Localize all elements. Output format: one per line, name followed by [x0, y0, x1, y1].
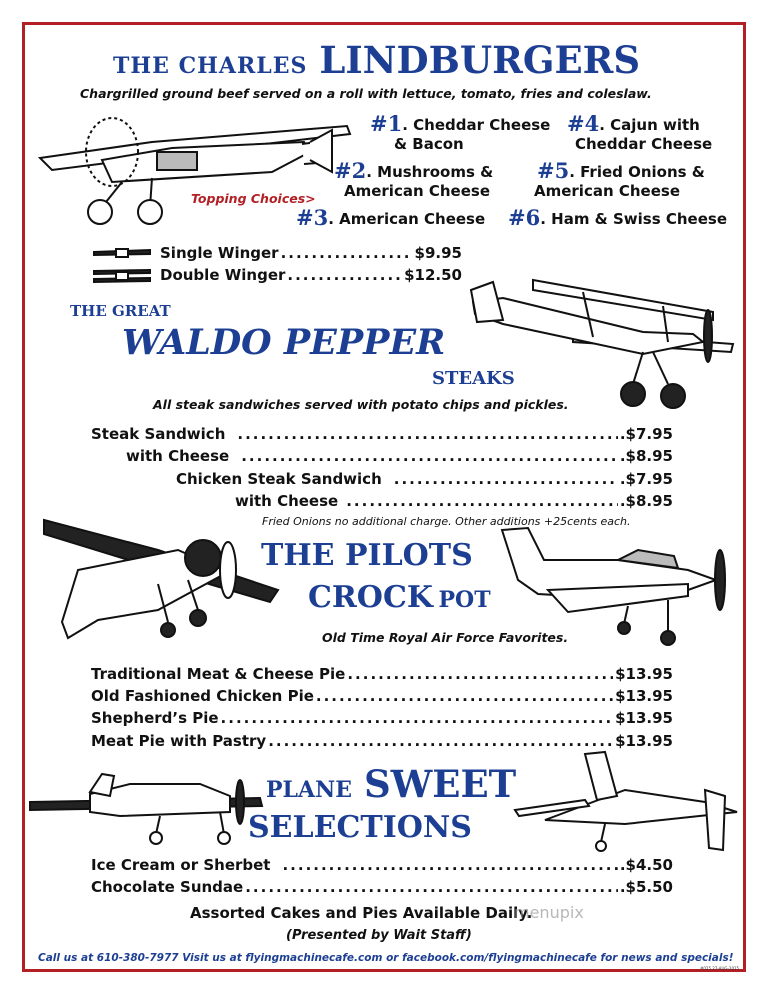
topping-4: #4. Cajun with Cheddar Cheese: [567, 111, 713, 153]
menu-item-steak-sandwich: Steak Sandwich ..... .$7.95: [91, 425, 673, 443]
lindburgers-title: [113, 38, 640, 82]
longez-illustration: [505, 750, 745, 860]
pilots-subtitle: Old Time Royal Air Force Favorites.: [322, 630, 569, 645]
waldo-title-main: WALDO PEPPER: [122, 322, 446, 363]
menu-item-shepherds-pie: Shepherd’s Pie ..... $13.95: [91, 709, 673, 727]
longez-icon: [515, 752, 737, 851]
menupix-watermark: menupix: [514, 903, 584, 922]
sweet-title-main: SWEET: [363, 762, 517, 806]
menu-item-chicken-steak-sandwich: Chicken Steak Sandwich ..... .$7.95: [176, 470, 673, 488]
footer-contact: Call us at 610-380-7977 Visit us at flyingmachinecafe.com or facebook.com/flyingmachinecafe for news and specials!: [38, 952, 734, 964]
topping-5: #5. Fried Onions & American Cheese: [534, 158, 705, 200]
menu-item-chicken-with-cheese: with Cheese ..... .$8.95: [235, 492, 673, 510]
menu-item-single-winger: Single Winger ..... $9.95: [160, 244, 462, 262]
topping-1: #1. Cheddar Cheese & Bacon: [370, 111, 551, 153]
menu-item-double-winger: Double Winger ..... $12.50: [160, 266, 462, 284]
topping-3: #3. American Cheese: [296, 205, 486, 230]
sweet-title-line2: SELECTIONS: [248, 810, 472, 845]
single-wing-icon: [92, 246, 152, 260]
waldo-title-prefix: THE GREAT: [70, 302, 171, 320]
topping-choices-label: Topping Choices>: [191, 191, 316, 206]
menu-item-steak-with-cheese: with Cheese ..... .$8.95: [126, 447, 673, 465]
pilots-title-crock: CROCK: [308, 580, 433, 615]
sweet-title-prefix: PLANE: [266, 777, 352, 803]
lindburgers-title-prefix: THE CHARLES: [113, 53, 308, 79]
sweet-title-line1: [266, 762, 516, 806]
sweet-note-wait-staff: (Presented by Wait Staff): [286, 928, 472, 943]
menu-item-chicken-pie: Old Fashioned Chicken Pie ..... $13.95: [91, 687, 673, 705]
lindburgers-subtitle: Chargrilled ground beef served on a roll with lettuce, tomato, fries and coleslaw.: [80, 86, 652, 101]
waldo-note: Fried Onions no additional charge. Other additions +25cents each.: [262, 515, 631, 528]
pilots-title-pot: POT: [438, 587, 491, 613]
topping-6: #6. Ham & Swiss Cheese: [508, 205, 727, 230]
trimotor-illustration: [38, 510, 288, 650]
sweet-note-cakes: Assorted Cakes and Pies Available Daily.: [190, 904, 533, 922]
trimotor-icon: [44, 520, 278, 638]
pilots-title-line2: [308, 580, 491, 615]
mustang-icon: [502, 528, 725, 645]
cessna-icon: [30, 774, 262, 844]
biplane-icon: [471, 280, 733, 408]
lindburgers-title-main: LINDBURGERS: [319, 38, 641, 82]
pilots-title-line1: THE PILOTS: [261, 538, 473, 573]
menu-item-ice-cream: Ice Cream or Sherbet ..... .$4.50: [91, 856, 673, 874]
footer-code: #025 27-AUG-2015: [700, 966, 740, 971]
double-wing-icon: [92, 268, 152, 284]
menu-item-meat-cheese-pie: Traditional Meat & Cheese Pie ..... $13.95: [91, 665, 673, 683]
waldo-subtitle: All steak sandwiches served with potato chips and pickles.: [153, 397, 569, 412]
waldo-title-suffix: STEAKS: [432, 368, 515, 389]
cessna-illustration: [30, 772, 270, 852]
topping-2: #2. Mushrooms & American Cheese: [334, 158, 494, 200]
menu-item-chocolate-sundae: Chocolate Sundae ..... .$5.50: [91, 878, 673, 896]
menu-item-meat-pie-pastry: Meat Pie with Pastry ..... $13.95: [91, 732, 673, 750]
